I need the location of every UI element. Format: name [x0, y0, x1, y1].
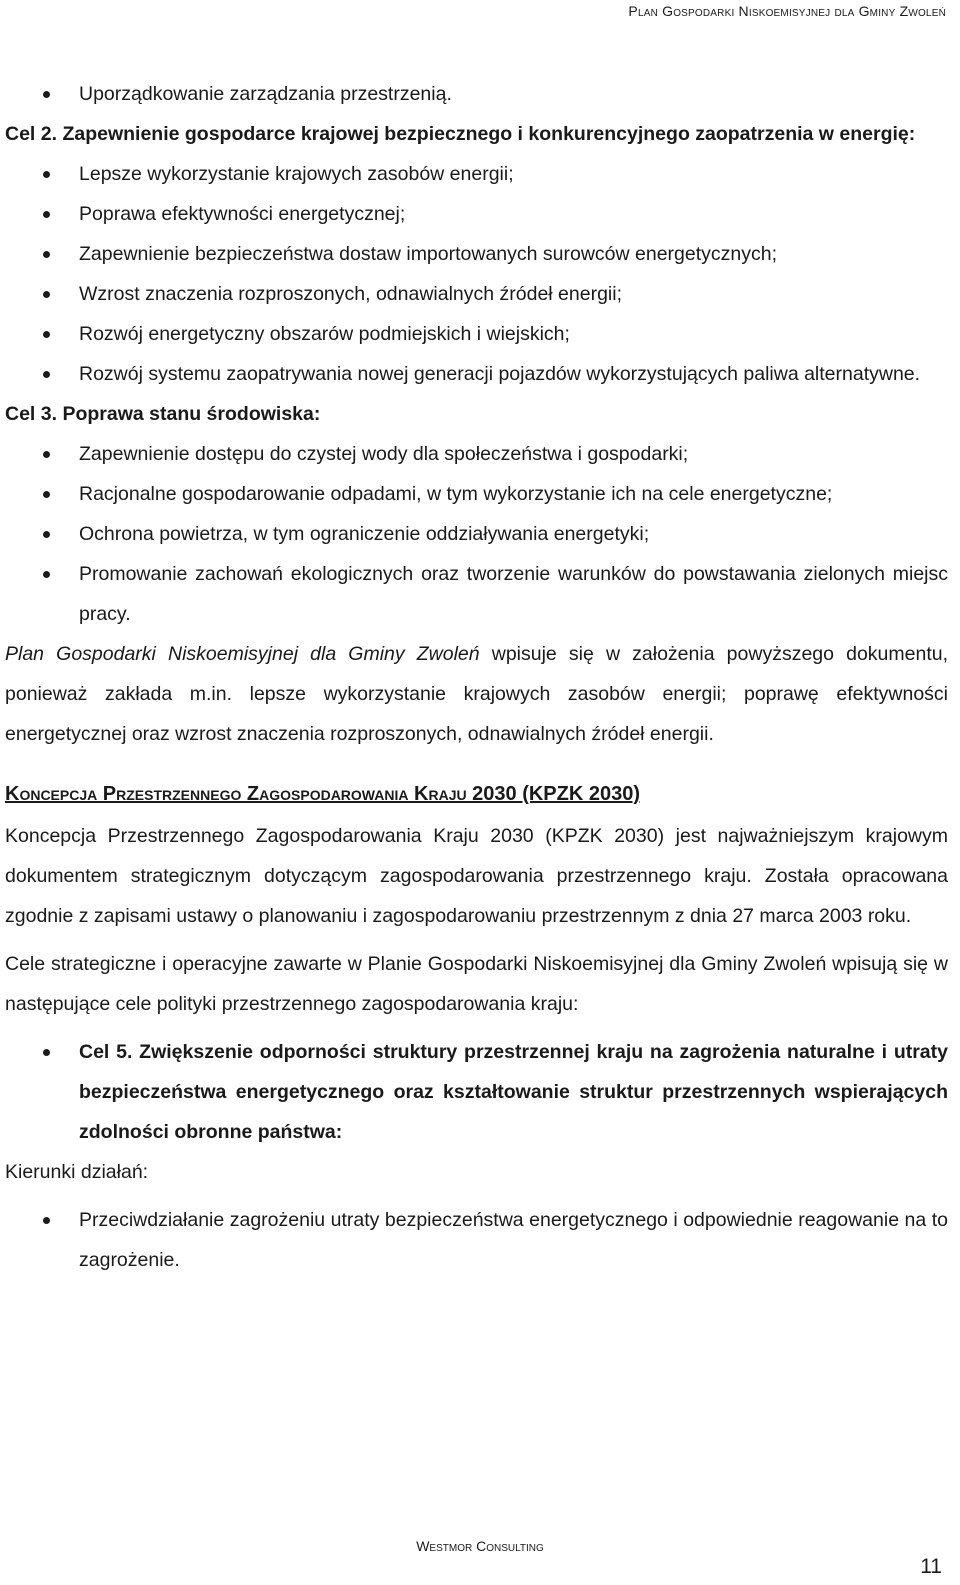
list-item: Cel 5. Zwiększenie odporności struktury przestrzennej kraju na zagrożenia naturalne i utraty bezpieczeństwa energetycznego oraz kształtowanie struktur przestrzennych wspierających zdolności obronne państwa: — [5, 1032, 948, 1152]
page-header: Plan Gospodarki Niskoemisyjnej dla Gminy Zwoleń — [628, 3, 946, 19]
paragraph-plan-summary-text: wpisuje się w założenia powyższego dokumentu, ponieważ zakłada m.in. lepsze wykorzystanie krajowych zasobów energii; poprawę efektywności energetycznej oraz wzrost znaczenia rozproszonych, odnawialnych źródeł energii. — [5, 643, 948, 745]
list-item: Przeciwdziałanie zagrożeniu utraty bezpieczeństwa energetycznego i odpowiednie reagowanie na to zagrożenie. — [5, 1200, 948, 1280]
page-footer: Westmor Consulting — [416, 1538, 544, 1554]
bullet-list-top — [5, 74, 948, 114]
list-item: Rozwój energetyczny obszarów podmiejskich i wiejskich; — [5, 314, 948, 354]
cel2-list — [5, 154, 948, 394]
list-item: Zapewnienie dostępu do czystej wody dla społeczeństwa i gospodarki; — [5, 434, 948, 474]
cel3-list — [5, 434, 948, 634]
page-number: 11 — [920, 1555, 942, 1578]
paragraph-kpzk-description: Koncepcja Przestrzennego Zagospodarowania Kraju 2030 (KPZK 2030) jest najważniejszym krajowym dokumentem strategicznym dotyczącym zagospodarowania przestrzennego kraju. Została opracowana zgodnie z zapisami ustawy o planowaniu i zagospodarowaniu przestrzennym z dnia 27 marca 2003 roku. — [5, 825, 948, 927]
plan-title-italic: Plan Gospodarki Niskoemisyjnej dla Gminy Zwoleń — [5, 643, 480, 665]
list-item: Racjonalne gospodarowanie odpadami, w tym wykorzystanie ich na cele energetyczne; — [5, 474, 948, 514]
section-heading-kpzk: Koncepcja Przestrzennego Zagospodarowania Kraju 2030 (KPZK 2030) — [5, 783, 641, 805]
kierunki-label: Kierunki działań: — [5, 1161, 149, 1183]
paragraph-plan-summary — [5, 634, 948, 754]
paragraph-strategic-goals: Cele strategiczne i operacyjne zawarte w Planie Gospodarki Niskoemisyjnej dla Gminy Zwoleń wpisują się w następujące cele polityki przestrzennego zagospodarowania kraju: — [5, 953, 948, 1015]
list-item: Poprawa efektywności energetycznej; — [5, 194, 948, 234]
list-item: Rozwój systemu zaopatrywania nowej generacji pojazdów wykorzystujących paliwa alternatywne. — [5, 354, 948, 394]
list-item: Lepsze wykorzystanie krajowych zasobów energii; — [5, 154, 948, 194]
cel3-heading: Cel 3. Poprawa stanu środowiska: — [5, 403, 321, 425]
list-item: Promowanie zachowań ekologicznych oraz tworzenie warunków do powstawania zielonych miejsc pracy. — [5, 554, 948, 634]
cel5-list — [5, 1032, 948, 1152]
cel2-heading: Cel 2. Zapewnienie gospodarce krajowej bezpiecznego i konkurencyjnego zaopatrzenia w energię: — [5, 123, 916, 145]
spacer — [5, 1192, 948, 1200]
document-body — [5, 74, 948, 1280]
list-item: Uporządkowanie zarządzania przestrzenią. — [5, 74, 948, 114]
kierunki-list — [5, 1200, 948, 1280]
list-item: Wzrost znaczenia rozproszonych, odnawialnych źródeł energii; — [5, 274, 948, 314]
list-item: Ochrona powietrza, w tym ograniczenie oddziaływania energetyki; — [5, 514, 948, 554]
spacer — [5, 1024, 948, 1032]
list-item: Zapewnienie bezpieczeństwa dostaw importowanych surowców energetycznych; — [5, 234, 948, 274]
